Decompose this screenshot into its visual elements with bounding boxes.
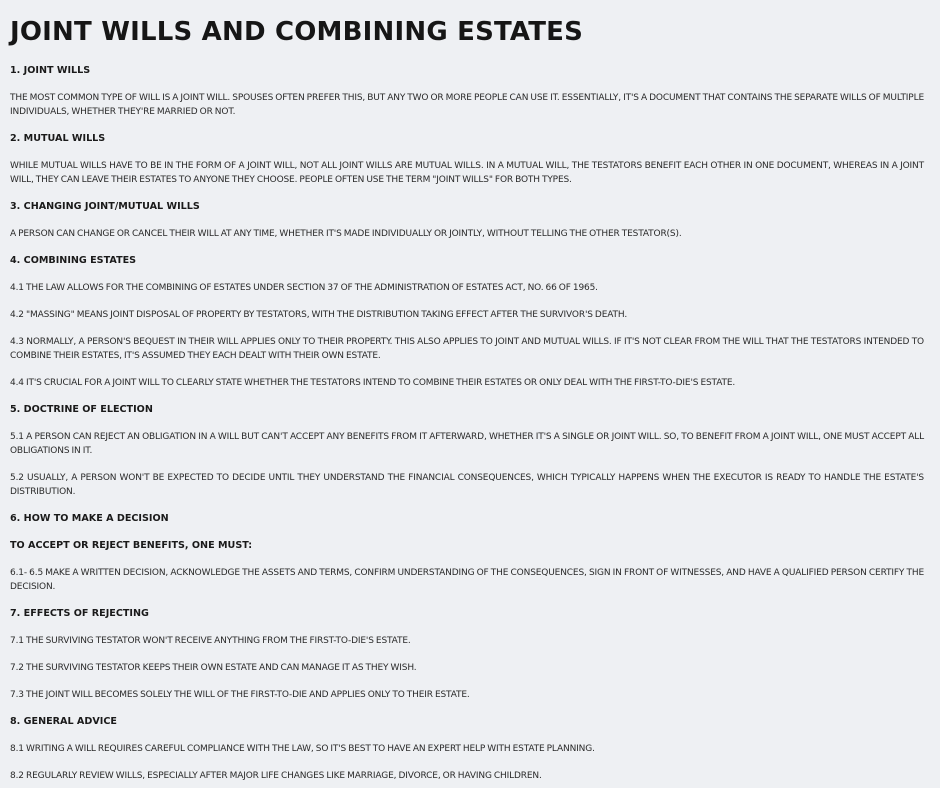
paragraph: 4.2 "MASSING" MEANS JOINT DISPOSAL OF PROPERTY BY TESTATORS, WITH THE DISTRIBUTION TAKING EFFECT AFTER THE SURVIVOR'S DEATH. [10, 310, 628, 320]
section-heading: 2. MUTUAL WILLS [10, 133, 106, 144]
paragraph: 8.2 REGULARLY REVIEW WILLS, ESPECIALLY AFTER MAJOR LIFE CHANGES LIKE MARRIAGE, DIVORCE, OR HAVING CHILDREN. [10, 771, 542, 781]
paragraph: WHILE MUTUAL WILLS HAVE TO BE IN THE FORM OF A JOINT WILL, NOT ALL JOINT WILLS ARE MUTUAL WILLS. IN A MUTUAL WILL, THE TESTATORS BENEFIT EACH OTHER IN ONE DOCUMENT, WHEREAS IN A JOINT WILL, THEY CAN LEAVE THEIR ESTATES TO ANYONE THEY CHOOSE. PEOPLE OFTEN USE THE TERM "JOINT WILLS" FOR BOTH TYPES. [10, 161, 924, 185]
section-doctrine-of-election [10, 403, 924, 499]
section-general-advice [10, 715, 924, 783]
paragraph: 8.1 WRITING A WILL REQUIRES CAREFUL COMPLIANCE WITH THE LAW, SO IT'S BEST TO HAVE AN EXPERT HELP WITH ESTATE PLANNING. [10, 744, 595, 754]
section-heading: 7. EFFECTS OF REJECTING [10, 608, 149, 619]
document-body [10, 64, 924, 783]
section-heading: 3. CHANGING JOINT/MUTUAL WILLS [10, 201, 200, 212]
section-how-to-decide [10, 512, 924, 594]
paragraph: 6.1- 6.5 MAKE A WRITTEN DECISION, ACKNOWLEDGE THE ASSETS AND TERMS, CONFIRM UNDERSTANDING OF THE CONSEQUENCES, SIGN IN FRONT OF WITNESSES, AND HAVE A QUALIFIED PERSON CERTIFY THE DECISION. [10, 568, 924, 592]
paragraph: 4.4 IT'S CRUCIAL FOR A JOINT WILL TO CLEARLY STATE WHETHER THE TESTATORS INTEND TO COMBINE THEIR ESTATES OR ONLY DEAL WITH THE FIRST-TO-DIE'S ESTATE. [10, 378, 736, 388]
section-heading: 6. HOW TO MAKE A DECISION [10, 513, 169, 524]
paragraph: 7.2 THE SURVIVING TESTATOR KEEPS THEIR OWN ESTATE AND CAN MANAGE IT AS THEY WISH. [10, 663, 417, 673]
section-effects-of-rejecting [10, 607, 924, 702]
section-heading: 4. COMBINING ESTATES [10, 255, 137, 266]
section-changing-wills [10, 200, 924, 241]
paragraph: 4.3 NORMALLY, A PERSON'S BEQUEST IN THEIR WILL APPLIES ONLY TO THEIR PROPERTY. THIS ALSO APPLIES TO JOINT AND MUTUAL WILLS. IF IT'S NOT CLEAR FROM THE WILL THAT THE TESTATORS INTENDED TO COMBINE THEIR ESTATES, IT'S ASSUMED THEY EACH DEALT WITH THEIR OWN ESTATE. [10, 337, 924, 361]
section-heading: 5. DOCTRINE OF ELECTION [10, 404, 153, 415]
paragraph: 5.2 USUALLY, A PERSON WON'T BE EXPECTED TO DECIDE UNTIL THEY UNDERSTAND THE FINANCIAL CONSEQUENCES, WHICH TYPICALLY HAPPENS WHEN THE EXECUTOR IS READY TO HANDLE THE ESTATE'S DISTRIBUTION. [10, 473, 924, 497]
paragraph: 7.1 THE SURVIVING TESTATOR WON'T RECEIVE ANYTHING FROM THE FIRST-TO-DIE'S ESTATE. [10, 636, 411, 646]
paragraph: THE MOST COMMON TYPE OF WILL IS A JOINT WILL. SPOUSES OFTEN PREFER THIS, BUT ANY TWO OR MORE PEOPLE CAN USE IT. ESSENTIALLY, IT'S A DOCUMENT THAT CONTAINS THE SEPARATE WILLS OF MULTIPLE INDIVIDUALS, WHETHER THEY'RE MARRIED OR NOT. [10, 93, 924, 117]
page-title: JOINT WILLS AND COMBINING ESTATES [10, 17, 584, 47]
section-heading: 1. JOINT WILLS [10, 65, 91, 76]
section-joint-wills [10, 64, 924, 119]
paragraph: A PERSON CAN CHANGE OR CANCEL THEIR WILL AT ANY TIME, WHETHER IT'S MADE INDIVIDUALLY OR JOINTLY, WITHOUT TELLING THE OTHER TESTATOR(S). [10, 229, 682, 239]
section-heading: 8. GENERAL ADVICE [10, 716, 117, 727]
paragraph: 4.1 THE LAW ALLOWS FOR THE COMBINING OF ESTATES UNDER SECTION 37 OF THE ADMINISTRATION OF ESTATES ACT, NO. 66 OF 1965. [10, 283, 598, 293]
section-combining-estates [10, 254, 924, 390]
paragraph: 5.1 A PERSON CAN REJECT AN OBLIGATION IN A WILL BUT CAN'T ACCEPT ANY BENEFITS FROM IT AFTERWARD, WHETHER IT'S A SINGLE OR JOINT WILL. SO, TO BENEFIT FROM A JOINT WILL, ONE MUST ACCEPT ALL OBLIGATIONS IN IT. [10, 432, 924, 456]
section-mutual-wills [10, 132, 924, 187]
paragraph: 7.3 THE JOINT WILL BECOMES SOLELY THE WILL OF THE FIRST-TO-DIE AND APPLIES ONLY TO THEIR ESTATE. [10, 690, 470, 700]
section-subheading: TO ACCEPT OR REJECT BENEFITS, ONE MUST: [10, 540, 253, 551]
